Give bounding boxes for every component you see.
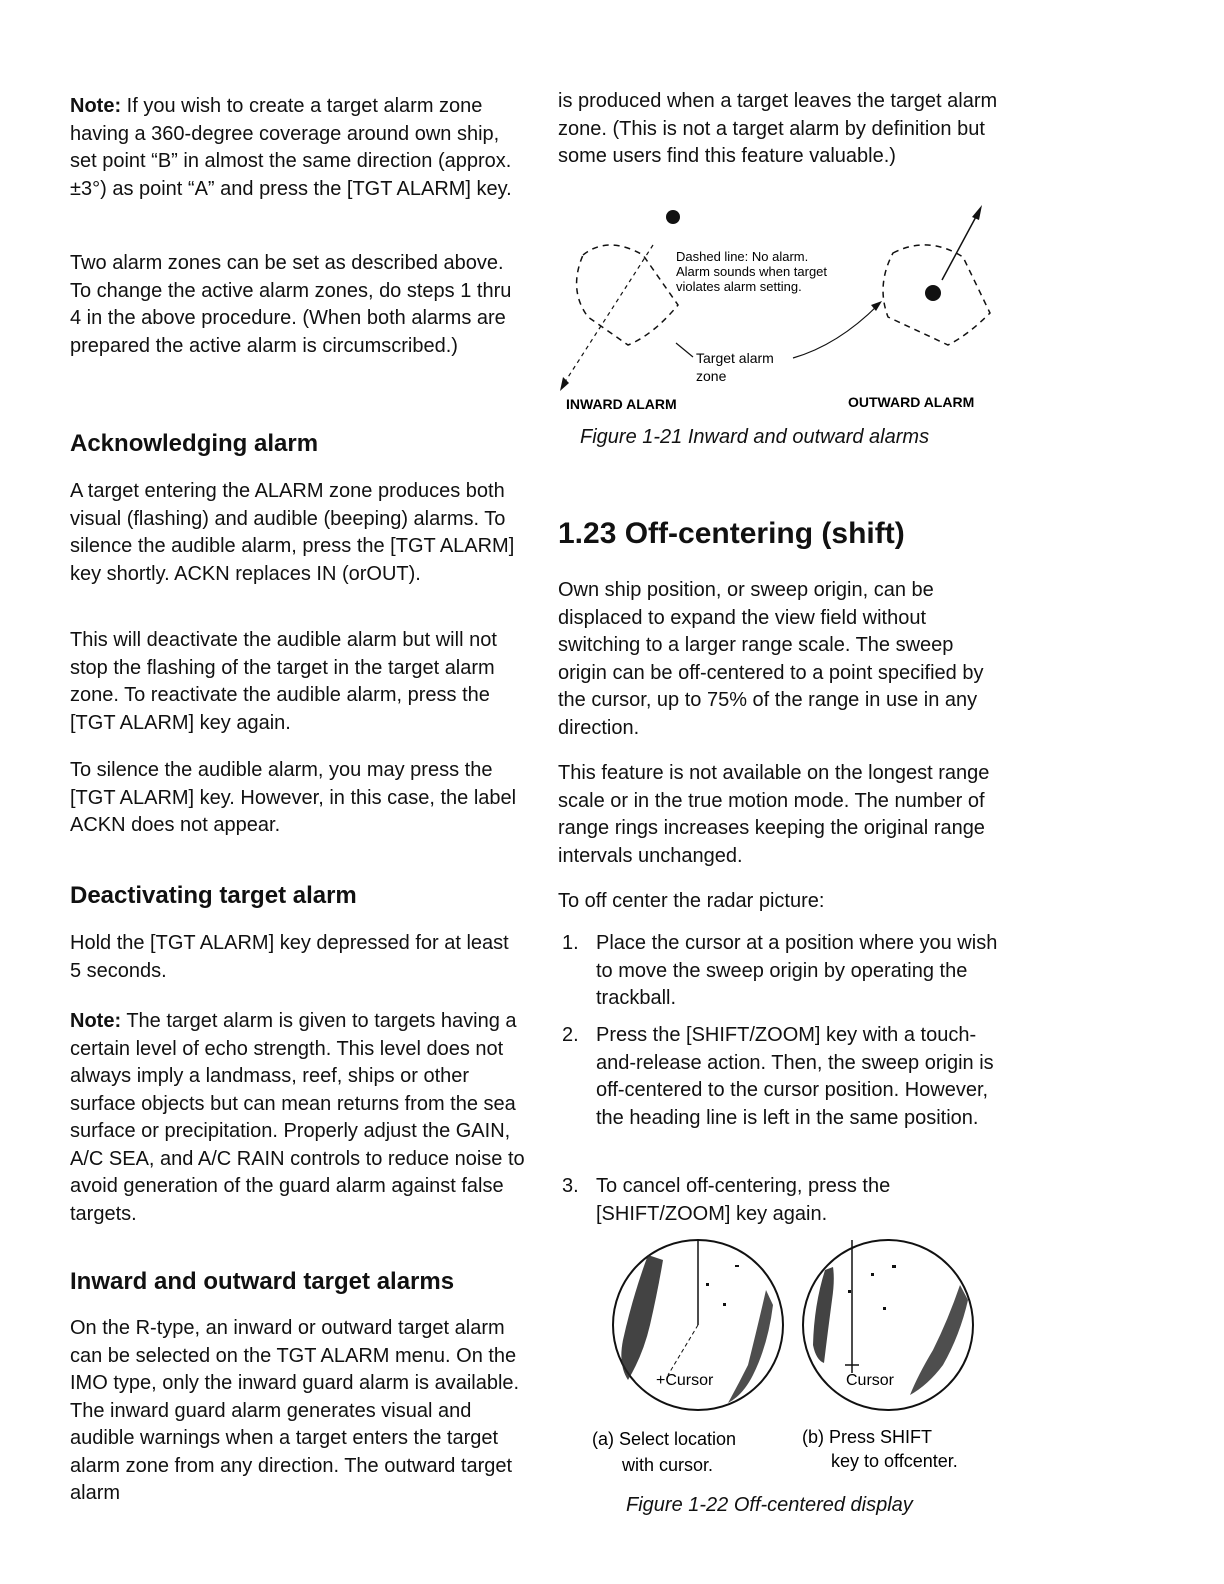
- fig21-zone-label-2: zone: [696, 368, 727, 384]
- note-label: Note:: [70, 1010, 122, 1032]
- paragraph-two-zones: Two alarm zones can be set as described above. To change the active alarm zones, do steps 1 thru 4 in the above procedure. (When both alarms are prepared the active alarm is circumscribed.): [70, 252, 512, 357]
- note-text: The target alarm is given to targets having a certain level of echo strength. This level does not always imply a landmass, reef, ships or other surface objects but can mean returns from the sea surface or precipitation. Properly adjust the GAIN, A/C SEA, and A/C RAIN controls to reduce noise to avoid generation of the guard alarm against false targets.: [70, 1010, 525, 1225]
- cursor-label-b: Cursor: [846, 1372, 895, 1389]
- heading-inward-outward: Inward and outward target alarms: [70, 1268, 455, 1295]
- note-paragraph-2: [70, 1008, 525, 1228]
- fig21-note-line2: Alarm sounds when target: [676, 264, 828, 279]
- note-text: If you wish to create a target alarm zone having a 360-degree coverage around own ship, set point “B” in almost the same direction (approx. ±3°) as point “A” and press the [TGT ALARM] key.: [70, 95, 512, 200]
- fig21-note-line1: Dashed line: No alarm.: [676, 249, 809, 264]
- paragraph-ack-2: This will deactivate the audible alarm but will not stop the flashing of the target in the target alarm zone. To reactivate the audible alarm, press the [TGT ALARM] key again.: [70, 629, 497, 734]
- outward-target-dot: [925, 285, 941, 301]
- echo-dot: [735, 1265, 739, 1267]
- step-number: 3.: [562, 1175, 579, 1197]
- cursor-leader-a: [668, 1325, 698, 1375]
- cursor-label-a: +Cursor: [656, 1372, 714, 1389]
- paragraph-ack-3: To silence the audible alarm, you may press the [TGT ALARM] key. However, in this case, the label ACKN does not appear.: [70, 759, 517, 836]
- paragraph-off-3: To off center the radar picture:: [558, 890, 825, 912]
- echo-dot: [723, 1303, 726, 1306]
- fig21-inward-label: INWARD ALARM: [566, 396, 677, 412]
- echo-dot: [848, 1290, 851, 1293]
- zone-label-pointer: [676, 343, 693, 357]
- outward-label-pointer: [793, 305, 878, 358]
- subcaption-b-line1: (b) Press SHIFT: [802, 1427, 933, 1447]
- paragraph-off-2: This feature is not available on the longest range scale or in the true motion mode. The number of range rings increases keeping the original range intervals unchanged.: [558, 762, 990, 867]
- echo-dot: [892, 1265, 896, 1268]
- list-item: [558, 1173, 1006, 1228]
- echo-dot: [883, 1307, 886, 1310]
- step-text: Press the [SHIFT/ZOOM] key with a touch-and-release action. Then, the sweep origin is off-centered to the cursor position. However, the heading line is left in the same position.: [596, 1024, 994, 1129]
- inward-alarm-zone: [577, 245, 678, 345]
- subcaption-a-line2: with cursor.: [622, 1455, 714, 1475]
- step-number: 1.: [562, 932, 579, 954]
- step-text: To cancel off-centering, press the [SHIFT/ZOOM] key again.: [596, 1175, 891, 1225]
- figure-inward-outward-alarms: [558, 195, 1006, 420]
- inward-arrowhead: [560, 377, 569, 391]
- echo-dot: [871, 1273, 874, 1276]
- outward-target-track: [942, 213, 978, 280]
- paragraph-ack-1: A target entering the ALARM zone produces both visual (flashing) and audible (beeping) alarms. To silence the audible alarm, press the [TGT ALARM] key shortly. ACKN replaces IN (orOUT).: [70, 480, 515, 585]
- landmass-echo-b2: [910, 1285, 968, 1395]
- subcaption-b-line2: key to offcenter.: [831, 1451, 958, 1471]
- echo-dot: [706, 1283, 709, 1286]
- note-paragraph-1: [70, 93, 525, 203]
- list-item: [558, 1022, 1006, 1132]
- heading-acknowledging-alarm: Acknowledging alarm: [70, 430, 319, 457]
- step-text: Place the cursor at a position where you wish to move the sweep origin by operating the trackball.: [596, 932, 998, 1009]
- inward-target-dot: [666, 210, 680, 224]
- heading-deactivating-alarm: Deactivating target alarm: [70, 882, 357, 909]
- paragraph-inward-outward: On the R-type, an inward or outward target alarm can be selected on the TGT ALARM menu. On the IMO type, only the inward guard alarm is available. The inward guard alarm generates visual and audible warnings when a target enters the target alarm zone from any direction. The outward target alarm: [70, 1317, 520, 1504]
- figure-off-centered-display: [588, 1235, 1008, 1475]
- figure-1-21-caption: Figure 1-21 Inward and outward alarms: [580, 426, 930, 448]
- note-label: Note:: [70, 95, 122, 117]
- outward-arrowhead: [972, 205, 982, 220]
- inward-target-track: [563, 245, 653, 385]
- subcaption-a-line1: (a) Select location: [592, 1429, 737, 1449]
- fig21-outward-label: OUTWARD ALARM: [848, 394, 975, 410]
- paragraph-deactivate: Hold the [TGT ALARM] key depressed for at least 5 seconds.: [70, 932, 509, 982]
- figure-1-22-caption: Figure 1-22 Off-centered display: [626, 1494, 913, 1516]
- list-item: [558, 930, 1006, 1013]
- step-number: 2.: [562, 1024, 579, 1046]
- section-title-off-centering: 1.23 Off-centering (shift): [558, 517, 905, 550]
- landmass-echo-a2: [728, 1290, 773, 1403]
- paragraph-off-1: Own ship position, or sweep origin, can be displaced to expand the view field without switching to a larger range scale. The sweep origin can be off-centered to a point specified by the cursor, up to 75% of the range in use in any direction.: [558, 579, 984, 739]
- paragraph-continued: is produced when a target leaves the target alarm zone. (This is not a target alarm by definition but some users find this feature valuable.): [558, 90, 998, 167]
- landmass-echo-a1: [621, 1255, 663, 1380]
- fig21-note-line3: violates alarm setting.: [676, 279, 802, 294]
- fig21-zone-label-1: Target alarm: [696, 350, 774, 366]
